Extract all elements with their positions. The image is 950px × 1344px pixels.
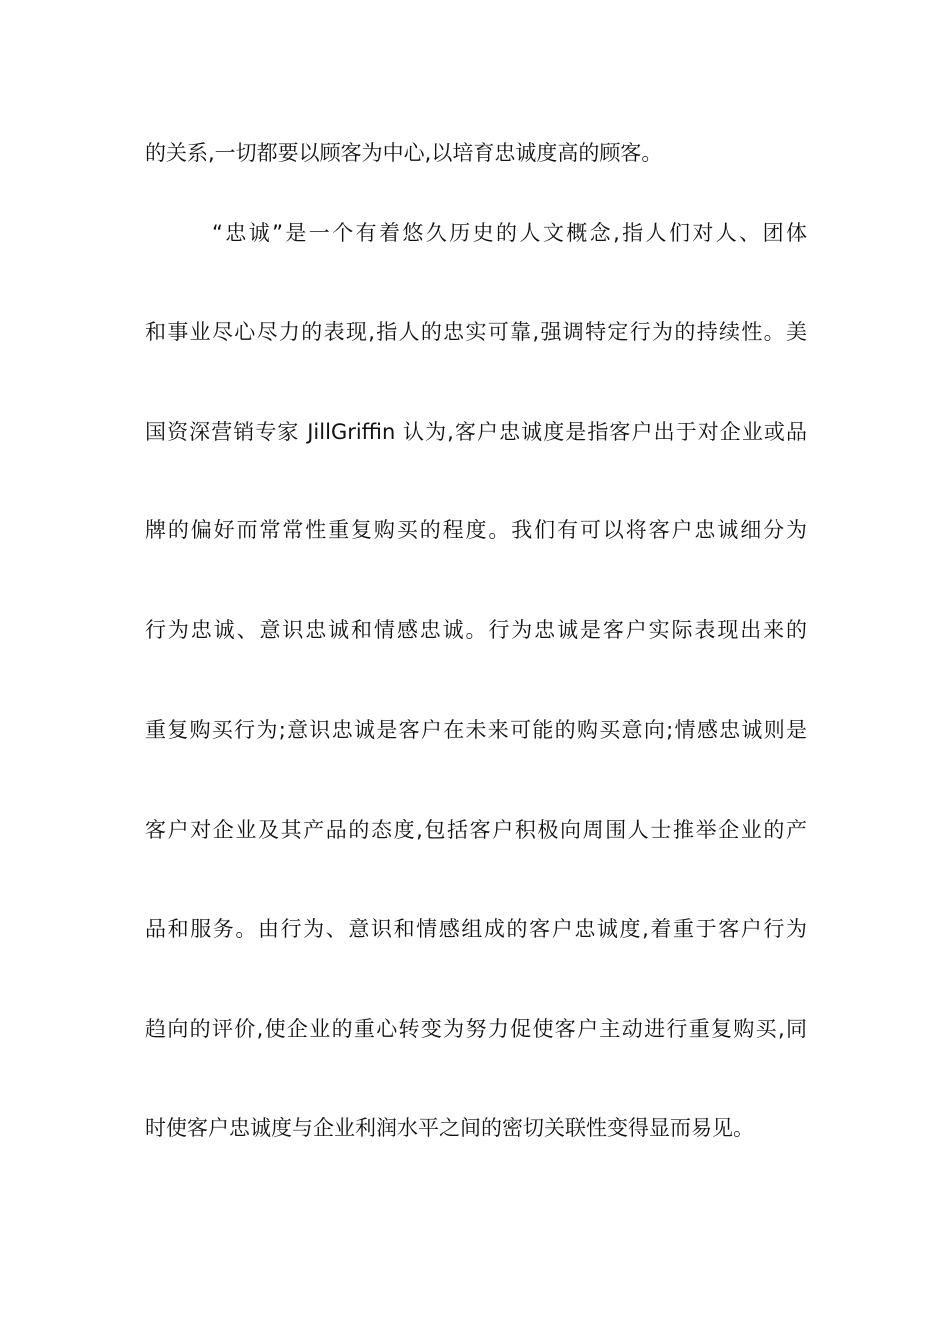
text-line-9: 品和服务。由行为、意识和情感组成的客户忠诚度,着重于客户行为	[145, 917, 807, 941]
text-line-5: 牌的偏好而常常性重复购买的程度。我们有可以将客户忠诚细分为	[145, 518, 807, 542]
text-line-11: 时使客户忠诚度与企业利润水平之间的密切关联性变得显而易见。	[145, 1116, 754, 1140]
text-line-7: 重复购买行为;意识忠诚是客户在未来可能的购买意向;情感忠诚则是	[145, 718, 807, 742]
text-line-3: 和事业尽心尽力的表现,指人的忠实可靠,强调特定行为的持续性。美	[145, 320, 807, 344]
text-line-1: 的关系,一切都要以顾客为中心,以培育忠诚度高的顾客。	[145, 141, 663, 165]
text-line-8: 客户对企业及其产品的态度,包括客户积极向周围人士推举企业的产	[145, 818, 807, 842]
text-line-4: 国资深营销专家 JillGriffin 认为,客户忠诚度是指客户出于对企业或品	[145, 420, 807, 444]
text-line-2-paragraph-start: “忠诚”是一个有着悠久历史的人文概念,指人们对人、团体	[212, 221, 807, 245]
text-line-10: 趋向的评价,使企业的重心转变为努力促使客户主动进行重复购买,同	[145, 1017, 807, 1041]
text-line-6: 行为忠诚、意识忠诚和情感忠诚。行为忠诚是客户实际表现出来的	[145, 618, 807, 642]
